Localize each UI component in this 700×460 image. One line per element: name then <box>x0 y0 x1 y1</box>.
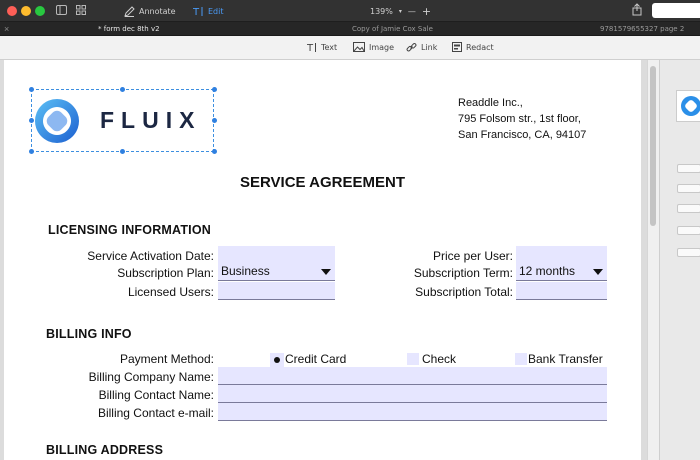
subscription-plan-value: Business <box>221 264 270 278</box>
resize-handle[interactable] <box>29 149 34 154</box>
subscription-term-value: 12 months <box>519 264 576 278</box>
billing-address-heading: BILLING ADDRESS <box>46 443 164 457</box>
minimize-window-button[interactable] <box>21 6 31 16</box>
payment-method-label: Payment Method: <box>119 352 214 366</box>
credit-card-radio[interactable] <box>270 353 284 367</box>
close-window-button[interactable] <box>7 6 17 16</box>
subscription-plan-dropdown[interactable] <box>218 263 335 281</box>
fluix-logo-icon <box>34 98 80 149</box>
thumbnail-logo-icon <box>680 95 700 117</box>
link-tool-button[interactable] <box>406 42 437 53</box>
pdf-page <box>4 60 641 460</box>
text-tool-label: Text <box>321 42 338 52</box>
thumbnail-field <box>677 248 700 257</box>
document-tabbar <box>0 22 700 36</box>
thumbnail-field <box>677 204 700 213</box>
edit-toolbar <box>0 36 700 60</box>
sidebar-toggle-icon[interactable] <box>56 4 67 18</box>
window-titlebar <box>0 0 700 22</box>
thumbnail-field <box>677 164 700 173</box>
text-tool-icon <box>307 42 317 52</box>
licensed-users-label: Licensed Users: <box>127 285 214 299</box>
activation-date-label: Service Activation Date: <box>87 249 214 263</box>
edit-label: Edit <box>208 6 224 16</box>
vertical-scrollbar[interactable] <box>647 60 659 460</box>
subscription-total-field[interactable] <box>516 282 607 300</box>
zoom-window-button[interactable] <box>35 6 45 16</box>
edit-text-icon <box>193 6 204 17</box>
pen-icon <box>124 6 135 17</box>
zoom-value[interactable]: 139% <box>370 7 393 16</box>
billing-company-field[interactable] <box>218 367 607 385</box>
resize-handle[interactable] <box>212 87 217 92</box>
subscription-total-label: Subscription Total: <box>415 285 513 299</box>
dropdown-arrow-icon <box>593 269 603 275</box>
redact-tool-button[interactable] <box>452 42 494 52</box>
fluix-logo-text: FLUIX <box>100 107 202 133</box>
check-radio[interactable] <box>407 353 419 365</box>
tab-form-dec-8th[interactable]: * form dec 8th v2 <box>98 25 160 33</box>
price-per-user-label: Price per User: <box>432 249 513 263</box>
billing-company-label: Billing Company Name: <box>88 370 214 384</box>
dropdown-arrow-icon <box>321 269 331 275</box>
activation-date-field[interactable] <box>218 246 335 264</box>
licensing-heading: LICENSING INFORMATION <box>48 223 211 237</box>
svg-text:T: T <box>307 43 314 52</box>
image-tool-button[interactable] <box>353 42 394 52</box>
subscription-term-dropdown[interactable] <box>516 263 607 281</box>
resize-handle[interactable] <box>120 149 125 154</box>
redact-icon <box>452 42 462 52</box>
link-tool-label: Link <box>421 43 438 52</box>
address-line: 795 Folsom str., 1st floor, <box>458 113 581 125</box>
svg-text:T: T <box>193 6 200 17</box>
bank-transfer-radio[interactable] <box>515 353 527 365</box>
resize-handle[interactable] <box>120 87 125 92</box>
tab-isbn-page-2[interactable]: 9781579655327 page 2 <box>600 25 685 33</box>
credit-card-label: Credit Card <box>285 352 347 366</box>
tab-jamie-cox-sale[interactable]: Copy of Jamie Cox Sale <box>352 25 433 33</box>
subscription-plan-label: Subscription Plan: <box>117 266 214 280</box>
zoom-out-button[interactable]: — <box>407 7 416 16</box>
share-icon[interactable] <box>632 3 642 19</box>
licensed-users-field[interactable] <box>218 282 335 300</box>
resize-handle[interactable] <box>29 87 34 92</box>
zoom-control[interactable] <box>370 5 431 18</box>
billing-heading: BILLING INFO <box>46 327 132 341</box>
bank-transfer-label: Bank Transfer <box>528 352 603 366</box>
company-address <box>458 95 586 143</box>
zoom-in-button[interactable]: + <box>421 5 432 18</box>
thumbnail-field <box>677 226 700 235</box>
resize-handle[interactable] <box>212 118 217 123</box>
search-input[interactable] <box>652 3 700 18</box>
image-icon <box>353 42 365 52</box>
page-thumbnail-sidebar <box>659 60 700 460</box>
image-tool-label: Image <box>369 42 395 52</box>
radio-selected-dot <box>274 357 280 363</box>
subscription-term-label: Subscription Term: <box>413 266 513 280</box>
chevron-down-icon[interactable]: ▾ <box>398 8 402 15</box>
annotate-label: Annotate <box>139 6 176 16</box>
resize-handle[interactable] <box>212 149 217 154</box>
link-icon <box>406 42 417 53</box>
page-thumbnail[interactable] <box>676 90 700 122</box>
redact-tool-label: Redact <box>466 42 494 52</box>
annotate-button[interactable] <box>124 4 176 18</box>
address-line: Readdle Inc., <box>458 97 523 109</box>
edit-button[interactable] <box>193 4 224 18</box>
check-label: Check <box>422 352 457 366</box>
billing-contact-name-label: Billing Contact Name: <box>98 388 214 402</box>
thumbnails-grid-icon[interactable] <box>76 4 86 18</box>
billing-email-field[interactable] <box>218 403 607 421</box>
address-line: San Francisco, CA, 94107 <box>458 129 587 141</box>
thumbnail-field <box>677 184 700 193</box>
scrollbar-thumb[interactable] <box>650 66 656 226</box>
close-tab-icon[interactable]: × <box>4 24 10 34</box>
price-per-user-field[interactable] <box>516 246 607 264</box>
document-title: SERVICE AGREEMENT <box>239 174 406 191</box>
billing-email-label: Billing Contact e-mail: <box>97 406 214 420</box>
billing-contact-name-field[interactable] <box>218 385 607 403</box>
text-tool-button[interactable] <box>307 42 337 52</box>
